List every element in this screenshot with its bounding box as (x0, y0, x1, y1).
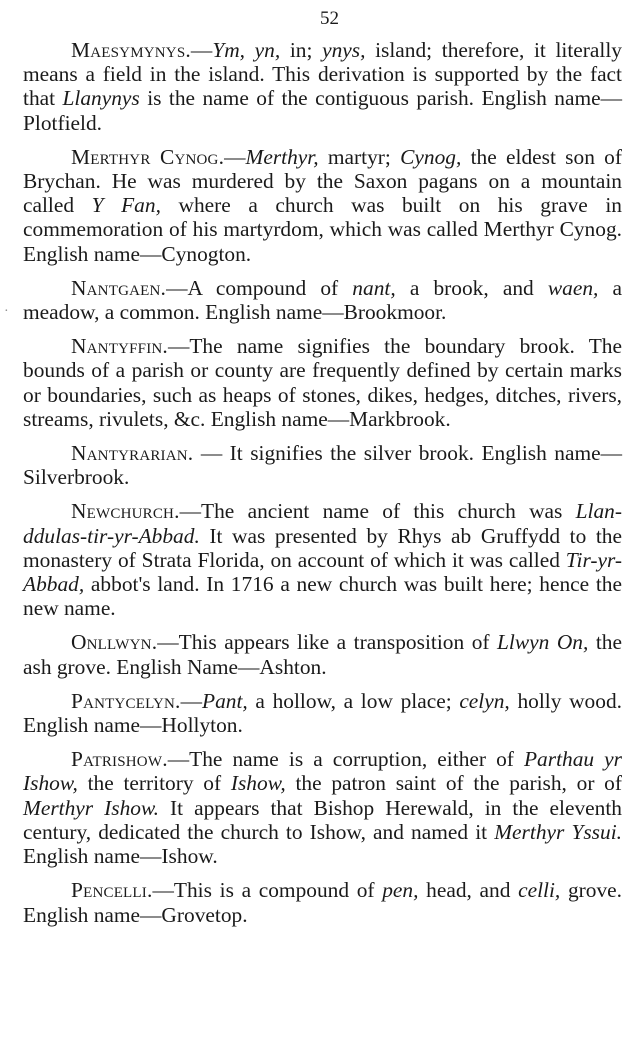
entry-term: Pant, (202, 688, 248, 713)
entry-term: Ishow, (230, 771, 286, 796)
entry-term: pen, (382, 878, 419, 903)
entry-text: a hollow, a low place; (247, 688, 460, 713)
entry-text: the ash grove. English Name—Ashton. (23, 630, 622, 679)
entry-term: Parthau yr Ishow, (23, 747, 622, 796)
entry-text: grove. English name—Grovetop. (23, 878, 622, 927)
glossary-entry (23, 276, 622, 324)
entry-text: a meadow, a common. English name—Brookmoor. (23, 275, 623, 325)
entry-text: — (224, 144, 246, 169)
entry-text: the eldest son of Brychan. He was murdered by the Saxon pagans on a mountain called (23, 144, 622, 218)
entry-headword: Patrishow. (71, 747, 168, 772)
entry-term: celli, (518, 878, 561, 903)
entry-text: It was presented by Rhys ab Gruffydd to the monastery of Strata Florida, on account of which it was called (23, 523, 622, 572)
entry-text: —The name signifies the boundary brook. The bounds of a parish or county are frequently defined by certain marks or boundaries, such as heaps of stones, dikes, hedges, ditches, rivers, streams, rivulets, &c. English name—Markbrook. (23, 334, 622, 431)
margin-speck: · (4, 304, 9, 319)
entry-headword: Maesymynys. (71, 38, 191, 62)
entry-text: — It signifies the silver brook. English name—Silverbrook. (23, 441, 622, 490)
glossary-entry (23, 441, 622, 489)
entry-headword: Pencelli. (71, 878, 153, 903)
entry-text: —This is a compound of (152, 878, 383, 903)
entry-term: waen, (547, 275, 599, 300)
entry-term: Llan-ddulas-tir-yr-Abbad. (23, 499, 622, 548)
entry-text: the patron saint of the parish, or of (285, 771, 622, 796)
entry-text: abbot's land. In 1716 a new church was built here; hence the new name. (23, 572, 622, 621)
glossary-entry (23, 499, 622, 620)
glossary-entry (23, 630, 622, 678)
entry-headword: Nantyffin. (71, 334, 168, 359)
entry-text: English name—Ishow. (23, 844, 218, 869)
entry-text: is the name of the contiguous parish. English name—Plotfield. (23, 86, 622, 135)
entry-term: Merthyr, (245, 144, 319, 169)
entry-headword: Merthyr Cynog. (71, 144, 225, 169)
entry-term: Merthyr Ishow. (23, 795, 159, 820)
entry-term: ynys, (322, 38, 366, 62)
entry-text: martyr; (318, 144, 401, 169)
entry-term: Llwyn On, (497, 630, 589, 655)
entry-text: —The ancient name of this church was (179, 499, 576, 524)
entry-term: Llanynys (62, 86, 140, 111)
entry-headword: Newchurch. (71, 499, 180, 524)
page-number: 52 (320, 8, 339, 29)
entry-text: a brook, and (395, 275, 548, 300)
entry-headword: Onllwyn. (71, 630, 158, 655)
entry-text: holly wood. English name—Hollyton. (23, 688, 622, 738)
entry-text: — (180, 688, 202, 713)
entry-text: —This appears like a transposition of (157, 630, 498, 655)
entry-text: It appears that Bishop Herewald, in the eleventh century, dedicated the church to Ishow, and named it (23, 795, 623, 844)
entry-headword: Nantyrarian. (71, 441, 194, 466)
entry-term: nant, (352, 275, 396, 300)
entry-text: —A compound of (166, 275, 353, 300)
entry-text: island; therefore, it literally means a field in the island. This derivation is supported by the fact that (23, 38, 623, 111)
entry-text: the territory of (77, 771, 231, 796)
entry-headword: Pantycelyn. (71, 688, 181, 713)
glossary-entries (23, 38, 622, 927)
entry-text: — (190, 38, 213, 62)
entry-term: Cynog, (400, 144, 462, 169)
entry-text: where a church was built on his grave in commemoration of his martyrdom, which was called Merthyr Cynog. English name—Cynogton. (23, 193, 622, 266)
entry-term: Tir-yr-Abbad, (23, 547, 622, 597)
entry-text: —The name is a corruption, either of (167, 747, 524, 772)
entry-text: head, and (418, 878, 519, 903)
glossary-entry (23, 689, 622, 737)
entry-text: in; (280, 38, 323, 62)
entry-term: celyn, (459, 688, 510, 713)
entry-headword: Nantgaen. (71, 275, 167, 300)
glossary-entry (23, 747, 622, 868)
entry-term: Merthyr Yssui. (494, 819, 622, 844)
entry-term: Ym, yn, (212, 38, 281, 62)
glossary-entry (23, 145, 622, 266)
glossary-entry (23, 334, 622, 431)
glossary-entry (23, 38, 622, 135)
entry-term: Y Fan, (91, 193, 161, 218)
glossary-entry (23, 878, 622, 926)
